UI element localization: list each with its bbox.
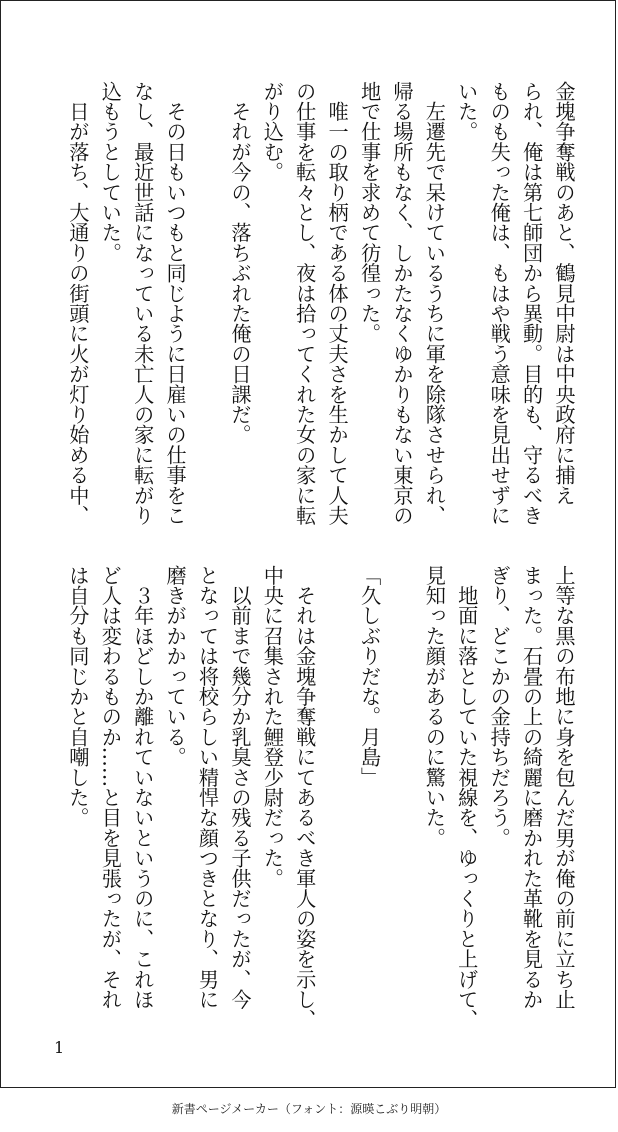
text-line: 中央に召集された鯉登少尉だった。: [260, 565, 285, 889]
footer-credit: 新書ページメーカー（フォント：源暎こぶり明朝）: [171, 1102, 447, 1116]
text-line: それは金塊争奪戦にてあるべき軍人の姿を示し、: [292, 565, 317, 1030]
text-line: [191, 81, 223, 531]
text-line: 帰る場所もなく、しかたなくゆかりもない東京の: [389, 81, 414, 526]
text-line: ３年ほどしか離れていないというのに、これほ: [130, 565, 155, 1010]
text-line: は自分も同じかと自嘲した。: [65, 565, 90, 828]
text-line: 磨きがかかっている。: [163, 565, 188, 767]
text-line: ぎり、どこかの金持ちだろう。: [487, 565, 512, 848]
page-number: 1: [54, 1038, 65, 1057]
vertical-text-upper: [62, 81, 581, 531]
text-line: 金塊争奪戦のあと、鶴見中尉は中央政府に捕え: [552, 81, 576, 506]
text-line: られ、俺は第七師団から異動。目的も、守るべき: [519, 81, 544, 526]
text-line: がり込む。: [260, 81, 285, 182]
text-line: 込もうとしていた。: [98, 81, 123, 263]
text-line: 上等な黒の布地に身を包んだ男が俺の前に立ち止: [552, 565, 576, 1010]
text-line: 「久しぶりだな。月島」: [357, 565, 382, 788]
text-line: ものも失った俺は、もはや戦う意味を見出せずに: [487, 81, 512, 526]
text-line: その日もいつもと同じように日雇いの仕事をこ: [163, 81, 188, 526]
text-line: いた。: [454, 81, 479, 142]
text-line: 地で仕事を求めて彷徨った。: [357, 81, 382, 344]
text-line: 左遷先で呆けているうちに軍を除隊させられ、: [422, 81, 447, 526]
text-line: 見知った顔があるのに驚いた。: [422, 565, 447, 848]
vertical-text-lower: [62, 565, 581, 1030]
text-line: [321, 565, 353, 1015]
text-line: まった。石畳の上の綺麗に磨かれた革靴を見るか: [519, 565, 544, 1010]
text-line: 以前まで幾分か乳臭さの残る子供だったが、今: [227, 565, 252, 1010]
text-line: なし、最近世話になっている未亡人の家に転がり: [130, 81, 155, 526]
text-line: 唯一の取り柄である体の丈夫さを生かして人夫: [325, 81, 350, 526]
text-line: となっては将校らしい精悍な顔つきとなり、男に: [195, 565, 220, 1010]
text-line: ど人は変わるものか……と目を見張ったが、それ: [98, 565, 123, 1010]
text-line: それが今の、落ちぶれた俺の日課だ。: [227, 81, 252, 445]
text-line: 地面に落としていた視線を、ゆっくりと上げて、: [454, 565, 479, 1030]
text-line: [386, 565, 418, 1015]
text-line: 日が落ち、大通りの街頭に火が灯り始める中、: [65, 81, 90, 526]
text-line: の仕事を転々とし、夜は拾ってくれた女の家に転: [292, 81, 317, 526]
